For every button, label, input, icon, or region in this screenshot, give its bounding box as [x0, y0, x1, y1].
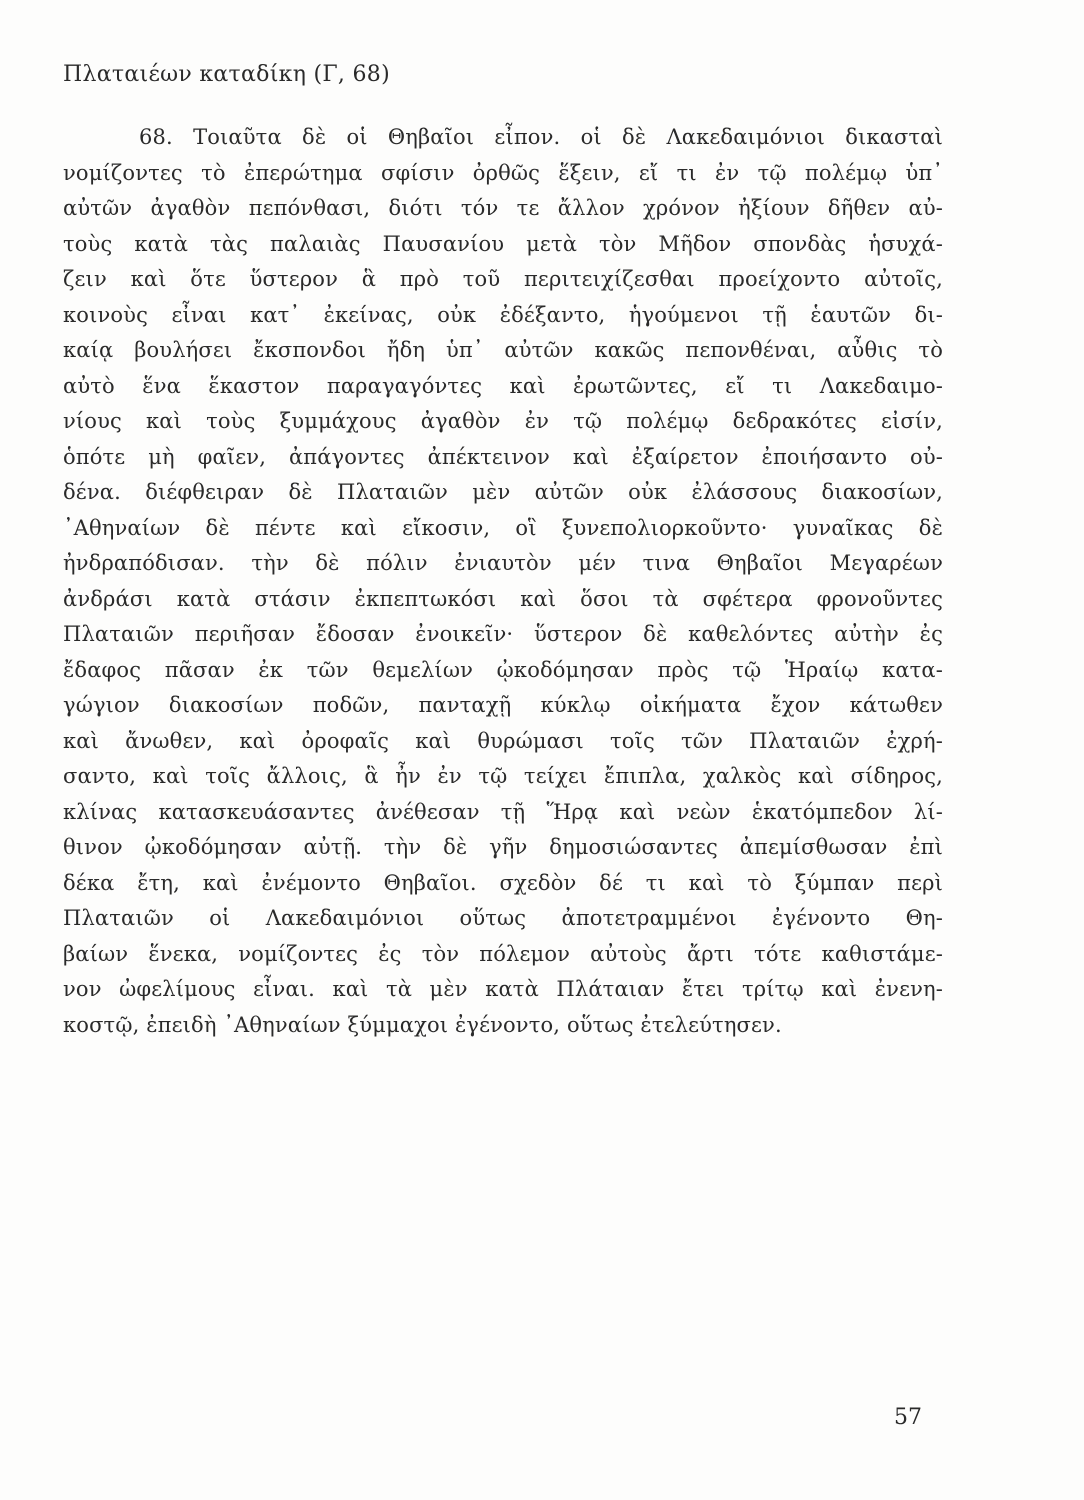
text-line: αὐτῶν ἀγαθὸν πεπόνθασι, διότι τόν τε ἄλλον χρόνον ἠξίουν δῆθεν αὐ- [63, 196, 943, 220]
text-line: ἠνδραπόδισαν. τὴν δὲ πόλιν ἐνιαυτὸν μέν τινα Θηβαῖοι Μεγαρέων [63, 551, 943, 575]
text-line: ἔδαφος πᾶσαν ἐκ τῶν θεμελίων ᾠκοδόμησαν πρὸς τῷ Ἡραίῳ κατα- [63, 657, 943, 682]
text-line: νίους καὶ τοὺς ξυμμάχους ἀγαθὸν ἐν τῷ πολέμῳ δεδρακότες εἰσίν, [63, 409, 943, 433]
text-line: νομίζοντες τὸ ἐπερώτημα σφίσιν ὀρθῶς ἕξειν, εἴ τι ἐν τῷ πολέμῳ ὑπ᾽ [63, 160, 943, 185]
page-header [63, 62, 390, 87]
text-line: δέκα ἔτη, καὶ ἐνέμοντο Θηβαῖοι. σχεδὸν δέ τι καὶ τὸ ξύμπαν περὶ [63, 870, 943, 895]
page-number: 57 [894, 1405, 922, 1430]
text-line: ζειν καὶ ὅτε ὕστερον ἃ πρὸ τοῦ περιτειχίζεσθαι προείχοντο αὐτοῖς, [63, 267, 943, 291]
text-line: ὁπότε μὴ φαῖεν, ἀπάγοντες ἀπέκτεινον καὶ ἐξαίρετον ἐποιήσαντο οὐ- [63, 444, 943, 469]
text-line: καίᾳ βουλήσει ἔκσπονδοι ἤδη ὑπ᾽ αὐτῶν κακῶς πεπονθέναι, αὖθις τὸ [63, 338, 943, 362]
text-line: αὐτὸ ἕνα ἕκαστον παραγαγόντες καὶ ἐρωτῶντες, εἴ τι Λακεδαιμο- [63, 373, 943, 398]
text-line: σαντο, καὶ τοῖς ἄλλοις, ἃ ἦν ἐν τῷ τείχει ἔπιπλα, χαλκὸς καὶ σίδηρος, [63, 764, 943, 788]
text-line: καὶ ἄνωθεν, καὶ ὀροφαῖς καὶ θυρώμασι τοῖς τῶν Πλαταιῶν ἐχρή- [63, 728, 943, 753]
text-line: κλίνας κατασκευάσαντες ἀνέθεσαν τῇ Ἥρᾳ καὶ νεὼν ἑκατόμπεδον λί- [63, 799, 943, 824]
text-line: νον ὠφελίμους εἶναι. καὶ τὰ μὲν κατὰ Πλάταιαν ἔτει τρίτῳ καὶ ἐνενη- [63, 977, 943, 1001]
text-line: γώγιον διακοσίων ποδῶν, πανταχῇ κύκλῳ οἰκήματα ἔχον κάτωθεν [63, 693, 943, 717]
text-line: βαίων ἕνεκα, νομίζοντες ἐς τὸν πόλεμον αὐτοὺς ἄρτι τότε καθιστάμε- [63, 941, 943, 966]
text-line: ᾽Αθηναίων δὲ πέντε καὶ εἴκοσιν, οἳ ξυνεπολιορκοῦντο· γυναῖκας δὲ [63, 515, 943, 540]
text-line: δένα. διέφθειραν δὲ Πλαταιῶν μὲν αὐτῶν οὐκ ἐλάσσους διακοσίων, [63, 480, 943, 504]
text-line: 68. Τοιαῦτα δὲ οἱ Θηβαῖοι εἶπον. οἱ δὲ Λακεδαιμόνιοι δικασταὶ [139, 125, 943, 149]
text-line: κοινοὺς εἶναι κατ᾽ ἐκείνας, οὐκ ἐδέξαντο, ἡγούμενοι τῇ ἑαυτῶν δι- [63, 302, 943, 327]
text-line: κοστῷ, ἐπειδὴ ᾽Αθηναίων ξύμμαχοι ἐγένοντο, οὕτως ἐτελεύτησεν. [63, 1012, 782, 1037]
body-text [63, 120, 943, 1043]
text-line: τοὺς κατὰ τὰς παλαιὰς Παυσανίου μετὰ τὸν Μῆδον σπονδὰς ἡσυχά- [63, 231, 943, 256]
text-line: Πλαταιῶν περιῆσαν ἔδοσαν ἐνοικεῖν· ὕστερον δὲ καθελόντες αὐτὴν ἐς [63, 622, 943, 646]
text-line: θινον ᾠκοδόμησαν αὐτῇ. τὴν δὲ γῆν δημοσιώσαντες ἀπεμίσθωσαν ἐπὶ [63, 835, 943, 859]
text-line: ἀνδράσι κατὰ στάσιν ἐκπεπτωκόσι καὶ ὅσοι τὰ σφέτερα φρονοῦντες [63, 586, 943, 611]
text-line: Πλαταιῶν οἱ Λακεδαιμόνιοι οὕτως ἀποτετραμμένοι ἐγένοντο Θη- [63, 906, 943, 930]
page-title: Πλαταιέων καταδίκη (Γ, 68) [63, 62, 390, 87]
